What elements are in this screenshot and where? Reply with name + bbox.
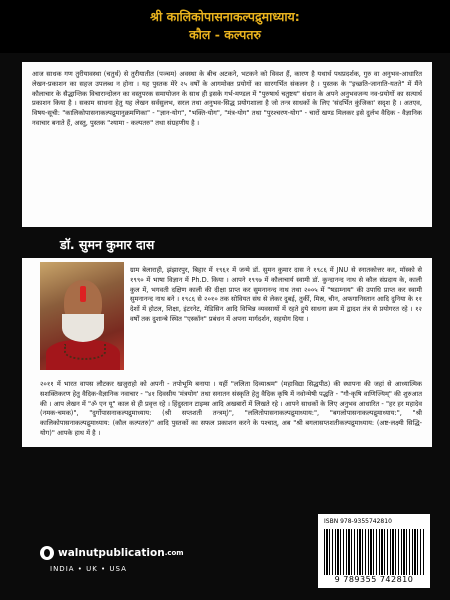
book-title: श्री कालिकोपासनाकल्पद्रुमाध्याय: [150, 9, 300, 24]
author-name: डॉ. सुमन कुमार दास [60, 237, 155, 252]
barcode-icon [324, 529, 424, 575]
isbn-label: ISBN 978-9355742810 [324, 518, 392, 525]
author-bio-second: २०११ में भारत वापस लौटकर खजुराहो को अपनी - तपोभूमि बनाया । यहीं "ललिता दिव्याश्रम" (महाविद्या सिद्धपीठ) की स्थापना की जहां से आध्यात्मिक सशक्तिकरण हेतु वैदिक-वैज्ञानिक नवाचार - "४१ दिवसीय 'मंत्रयोग' तथा सनातन संस्कृति हेतु वैदिक कृषि में नवोन्मेषी पद्धति - "गौ-कृषि वाणिज्यिम्" की शुरुआत की । आप लेखन में "ॐ एन यू" काल से ही प्रवृत्त रहे । हिंदुस्तान टाइम्स आदि अखबारों में लिखते रहे । आपने साधकों के लिए अनुभव आधारित - "हर हर महादेव (नमक-चमक)", "दुर्गोपासनाकल्पद्रुमाध्याय: (श्री सप्तशती तन्त्रम्)", "ललितोपासनाकल्पद्रुमाध्याय:", "बगलोपासनाकल्पद्रुमाध्याय:", "श्री कालिकोपासनाकल्पद्रुमाध्याय: (कौल कल्पतरु)" आदि पुस्तकों का सफल प्रकाशन करने के पश्चात्, अब "श्री बगलासप्तशतीकल्पद्रुमाध्याय: (अष्ट-लक्ष्मी सिद्धि-योग)" आपके हाथ में है । [22, 378, 432, 447]
barcode-panel [318, 514, 430, 588]
barcode-number: 9 789355 742810 [334, 575, 414, 584]
author-bio-first: ग्राम बेलाराही, झंझारपुर, बिहार में १९६१ में जन्मे डॉ. सुमन कुमार दास ने १९८६ में JNU से स्नातकोत्तर कर, मॉस्को से १९९० में भाषा विज्ञान में Ph.D. किया । आपने १९९७ में कौलाचार्य स्वामी डॉ. कुन्दानन्द नाथ से कौल संप्रदाय के, काली कुल में, भगवती दक्षिण काली की दीक्षा प्राप्त कर सुमनानन्द नाथ तथा २००५ में "षडाम्नाय" की उपाधि प्राप्त कर स्वामी सुमनानन्द नाथ बने । १९८६ से २०१० तक सोवियत संघ से लेकर दुबई, तुर्की, मिस्र, चीन, अफगानिस्तान आदि दुनिया के ११ देशों में होटल, शिक्षा, इंटरनेट, मेडिसिन आदि विभिन्न व्यवसायों में रहते हुये साधना क्रम में द्वादश तंत्र से प्रयोगरत रहे । १२ वर्षों तक दुशान्बे स्थित "एस्कॉन" प्रबंधन में अपना मार्गदर्शन, सहयोग दिया । [130, 266, 422, 323]
publisher-regions: INDIA • UK • USA [50, 565, 127, 573]
book-subtitle: कौल - कल्पतरु [189, 27, 261, 42]
publisher-name: walnutpublication [58, 547, 165, 559]
publisher-logo [40, 546, 184, 560]
publisher-suffix: .com [164, 549, 184, 557]
author-photo [40, 262, 124, 370]
walnut-icon [40, 546, 54, 560]
book-description: आज साधक गण तुरीयावस्था (चतुर्थ) से तुरीयातीत (पञ्चम) अवस्था के बीच अटकने, भटकने को विवश हैं, कारण है यथार्थ पथप्रदर्शक, गुरु वा अनुभव-आधारित लेखन-प्रकाशन का सहज उपलब्ध न होना । यह पुस्तक मेरे २५ वर्षों के आगमोक्त प्रयोगों का सारगर्भित संकलन है । पुस्तक के "इच्छति-जानाति-यतते" में मैंने कौलाचार के सैद्धान्तिक विचारान्दोलन का वस्तुपरक समायोजन के साथ ही इसके गर्भ-मण्डल में "पुरुषार्थ चतुष्टय" संधान के अपने अनुभवजन्य नव-प्रयोगों का सत्यार्थ प्रकाशन किया है । सकाम साधना हेतु यह लेखन सर्वसुलभ, सरल तथा अनुभव-सिद्ध प्रयोगशाला है जो तन्त्र साधकों के लिए 'संदर्भित कुंजिका' सदृश है । अतएव, विषय-सूची: "कालिकोपासनाकल्पद्रुमानुक्रमणिका" - "ज्ञान-योग", "भक्ति-योग", "मंत्र-योग" तथा "पुरश्चरण-योग" - चारों खण्ड मिलकर इसे दुर्लभ वैदिक - वैज्ञानिक नवाचार बनाते हैं, अस्तु, पुस्तक "श्यामा - कल्पतरु" तथा संग्रहणीय है । [22, 62, 432, 227]
